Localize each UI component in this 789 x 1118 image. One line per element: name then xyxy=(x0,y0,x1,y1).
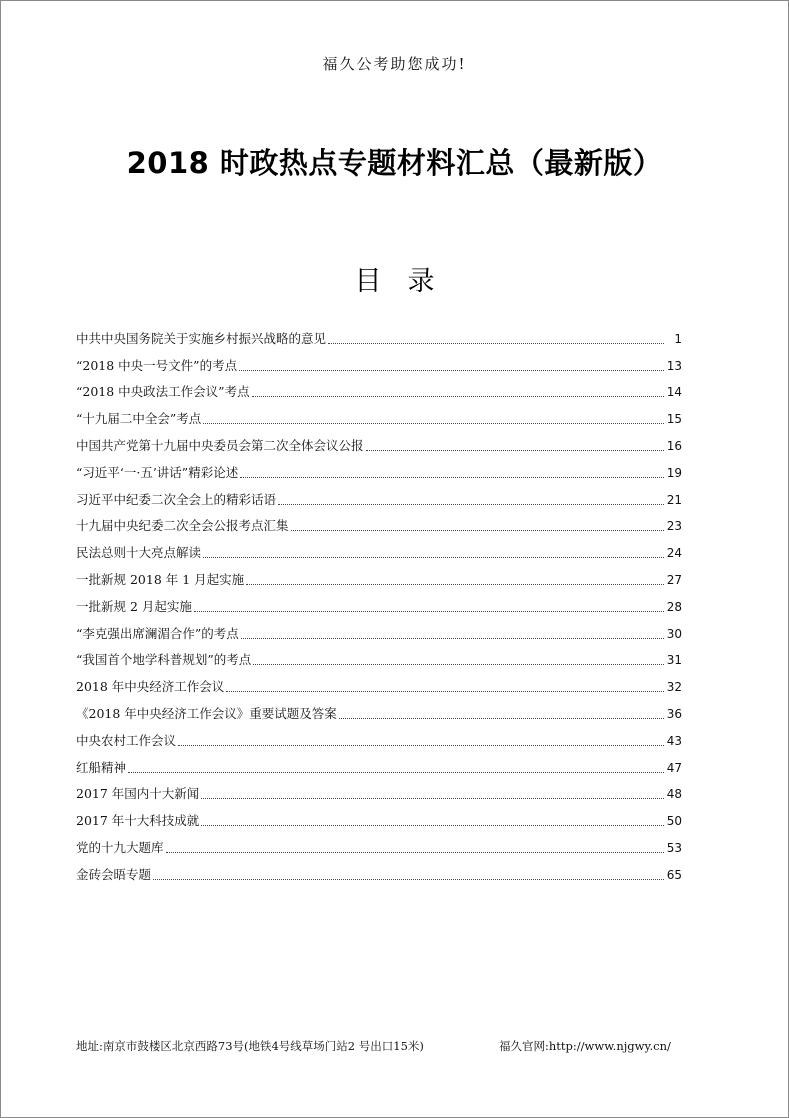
footer-website[interactable]: 福久官网:http://www.njgwy.cn/ xyxy=(499,1039,671,1053)
toc-dot-leader xyxy=(153,878,664,880)
toc-dot-leader xyxy=(328,342,664,344)
toc-entry[interactable] xyxy=(76,588,682,615)
toc-entry-title: 十九届中央纪委二次全会公报考点汇集 xyxy=(76,518,289,534)
toc-entry[interactable] xyxy=(76,374,682,401)
toc-entry[interactable] xyxy=(76,347,682,374)
toc-entry-title: 2017 年国内十大新闻 xyxy=(76,786,200,802)
toc-entry-page-number: 31 xyxy=(666,653,682,668)
toc-entry-page-number: 24 xyxy=(666,546,682,561)
toc-entry-title: “习近平‘一·五’讲话”精彩论述 xyxy=(76,464,239,480)
toc-dot-leader xyxy=(166,851,664,853)
toc-dot-leader xyxy=(253,663,664,665)
toc-entry-title: 2017 年十大科技成就 xyxy=(76,813,200,829)
toc-entry-title: 红船精神 xyxy=(76,759,127,775)
toc-entry-title: “2018 中央政法工作会议”考点 xyxy=(76,384,250,400)
toc-heading: 目录 xyxy=(354,266,461,297)
toc-entry[interactable] xyxy=(76,776,682,803)
toc-entry-page-number: 50 xyxy=(666,814,682,829)
toc-entry-title: 中共中央国务院关于实施乡村振兴战略的意见 xyxy=(76,330,327,346)
toc-dot-leader xyxy=(194,610,664,612)
toc-dot-leader xyxy=(203,556,664,558)
toc-entry-page-number: 32 xyxy=(666,680,682,695)
toc-entry-title: “十九届二中全会”考点 xyxy=(76,411,202,427)
toc-dot-leader xyxy=(239,369,664,371)
toc-entry[interactable] xyxy=(76,615,682,642)
toc-entry-title: 一批新规 2 月起实施 xyxy=(76,598,192,614)
document-title: 2018 时政热点专题材料汇总（最新版） xyxy=(126,146,663,180)
toc-entry[interactable] xyxy=(76,749,682,776)
toc-entry-title: 中国共产党第十九届中央委员会第二次全体会议公报 xyxy=(76,437,364,453)
toc-dot-leader xyxy=(252,395,664,397)
toc-entry[interactable] xyxy=(76,427,682,454)
toc-entry[interactable] xyxy=(76,400,682,427)
toc-entry-title: “我国首个地学科普规划”的考点 xyxy=(76,652,252,668)
toc-entry[interactable] xyxy=(76,642,682,669)
toc-entry[interactable] xyxy=(76,722,682,749)
toc-entry-title: 《2018 年中央经济工作会议》重要试题及答案 xyxy=(76,705,337,721)
toc-entry-page-number: 13 xyxy=(666,358,682,373)
toc-entry-page-number: 23 xyxy=(666,519,682,534)
toc-dot-leader xyxy=(201,797,664,799)
toc-entry[interactable] xyxy=(76,508,682,535)
toc-dot-leader xyxy=(240,476,664,478)
toc-entry-title: 中央农村工作会议 xyxy=(76,732,177,748)
toc-dot-leader xyxy=(339,717,664,719)
toc-entry-page-number: 19 xyxy=(666,465,682,480)
toc-entry[interactable] xyxy=(76,695,682,722)
toc-entry-title: 金砖会晤专题 xyxy=(76,866,152,882)
toc-entry-page-number: 43 xyxy=(666,733,682,748)
toc-entry-page-number: 36 xyxy=(666,706,682,721)
toc-dot-leader xyxy=(201,824,664,826)
toc-entry-page-number: 28 xyxy=(666,599,682,614)
toc-entry-page-number: 15 xyxy=(666,412,682,427)
toc-entry-title: “李克强出席澜湄合作”的考点 xyxy=(76,625,239,641)
toc-entry-page-number: 53 xyxy=(666,840,682,855)
toc-entry-title: 一批新规 2018 年 1 月起实施 xyxy=(76,571,245,587)
toc-entry[interactable] xyxy=(76,668,682,695)
toc-dot-leader xyxy=(278,503,664,505)
toc-entry[interactable] xyxy=(76,534,682,561)
toc-dot-leader xyxy=(241,637,664,639)
toc-entry[interactable] xyxy=(76,481,682,508)
toc-entry-page-number: 47 xyxy=(666,760,682,775)
toc-entry-title: 党的十九大题库 xyxy=(76,839,164,855)
toc-entry-page-number: 48 xyxy=(666,787,682,802)
toc-entry-page-number: 30 xyxy=(666,626,682,641)
toc-entry[interactable] xyxy=(76,454,682,481)
toc-dot-leader xyxy=(128,771,664,773)
toc-entry-page-number: 21 xyxy=(666,492,682,507)
header-slogan: 福久公考助您成功! xyxy=(322,55,467,73)
toc-entry-page-number: 16 xyxy=(666,438,682,453)
toc-entry-title: 2018 年中央经济工作会议 xyxy=(76,679,225,695)
toc-entry[interactable] xyxy=(76,829,682,856)
toc-dot-leader xyxy=(226,690,664,692)
toc-dot-leader xyxy=(291,529,664,531)
footer-address: 地址:南京市鼓楼区北京西路73号(地铁4号线草场门站2 号出口15米) xyxy=(76,1039,424,1053)
toc-entry-page-number: 1 xyxy=(674,331,682,346)
toc-entry[interactable] xyxy=(76,802,682,829)
toc-entry-page-number: 27 xyxy=(666,572,682,587)
toc-dot-leader xyxy=(178,744,664,746)
table-of-contents xyxy=(76,320,682,883)
toc-entry-page-number: 65 xyxy=(666,867,682,882)
toc-entry-page-number: 14 xyxy=(666,385,682,400)
toc-entry[interactable] xyxy=(76,320,682,347)
toc-entry[interactable] xyxy=(76,561,682,588)
toc-entry-title: 民法总则十大亮点解读 xyxy=(76,545,202,561)
toc-dot-leader xyxy=(246,583,664,585)
toc-entry[interactable] xyxy=(76,856,682,883)
toc-dot-leader xyxy=(203,422,664,424)
toc-entry-title: “2018 中央一号文件”的考点 xyxy=(76,357,238,373)
toc-entry-title: 习近平中纪委二次全会上的精彩话语 xyxy=(76,491,277,507)
toc-dot-leader xyxy=(366,449,664,451)
